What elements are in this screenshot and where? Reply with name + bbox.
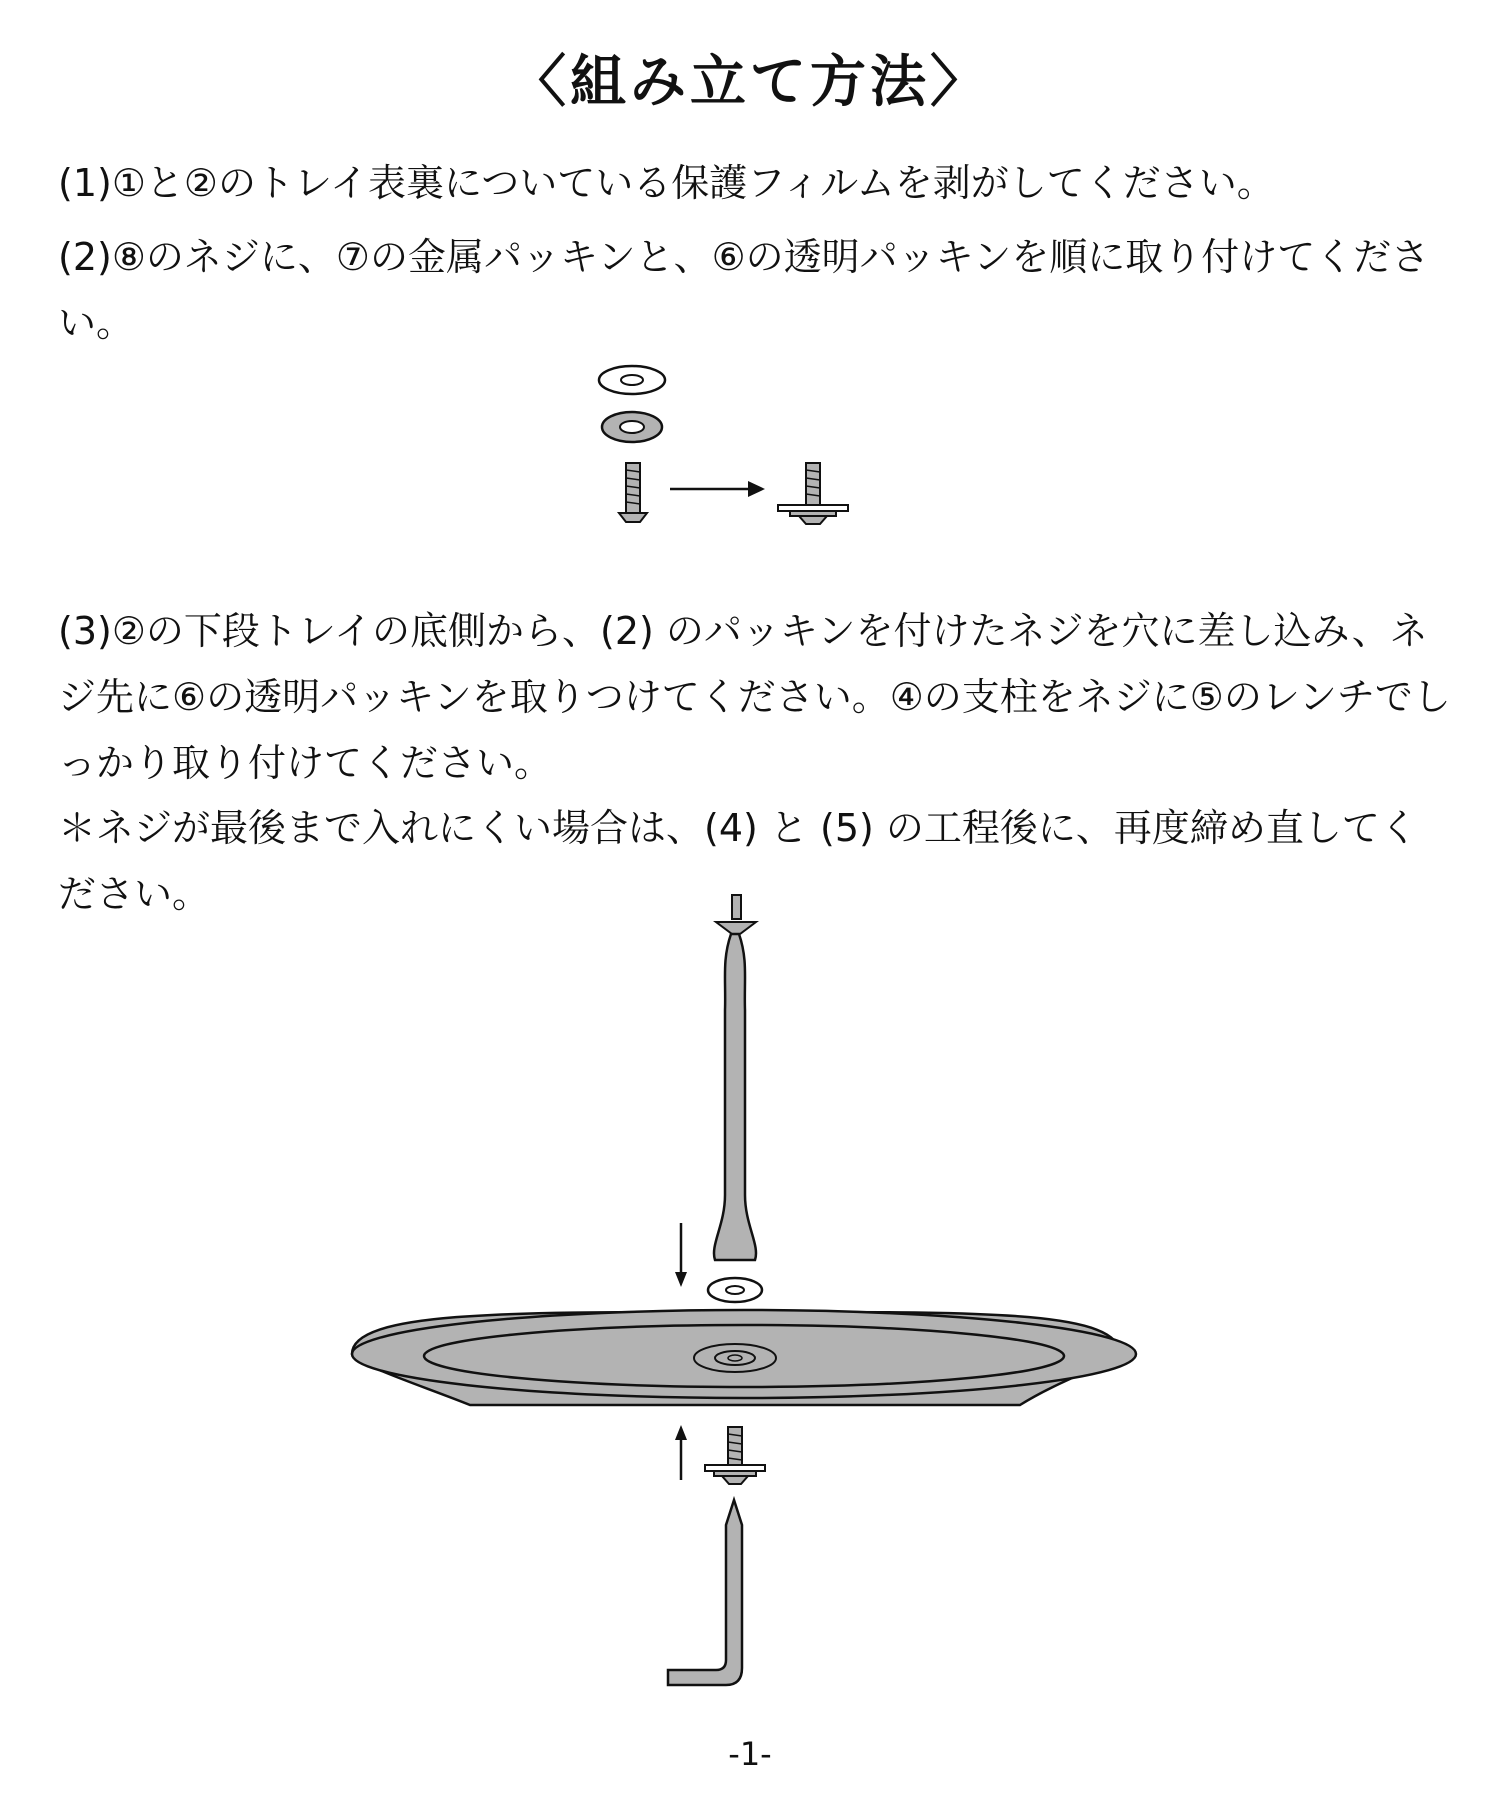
metal-washer-icon — [602, 412, 662, 442]
step-1-text: (1)①と②のトレイ表裏についている保護フィルムを剥がしてください。 — [58, 161, 1275, 205]
hex-wrench-icon — [668, 1500, 742, 1685]
step-2-diagram — [599, 366, 848, 524]
support-post-icon — [714, 895, 756, 1260]
page-title: 〈組み立て方法〉 — [510, 50, 990, 115]
arrow-up-icon — [675, 1425, 687, 1480]
clear-washer-icon — [599, 366, 665, 394]
step-3-note: ＊ネジが最後まで入れにくい場合は、(4) と (5) の工程後に、再度締め直してください。 — [58, 806, 1418, 916]
screw-icon — [619, 463, 647, 522]
lower-tray-icon — [352, 1310, 1136, 1405]
clear-washer-icon — [708, 1278, 762, 1302]
step-3-text: (3)②の下段トレイの底側から、(2) のパッキンを付けたネジを穴に差し込み、ネジ先に⑥の透明パッキンを取りつけてください。④の支柱をネジに⑤のレンチでしっかり取り付けてください。 — [58, 609, 1451, 785]
page-number: -1- — [728, 1735, 772, 1773]
step-2-text: (2)⑧のネジに、⑦の金属パッキンと、⑥の透明パッキンを順に取り付けてください。 — [58, 235, 1430, 345]
assembled-screw-icon — [778, 463, 848, 524]
step-3-diagram — [352, 895, 1136, 1685]
arrow-right-icon — [670, 481, 765, 497]
arrow-down-icon — [675, 1223, 687, 1287]
assembled-screw-icon — [705, 1427, 765, 1484]
